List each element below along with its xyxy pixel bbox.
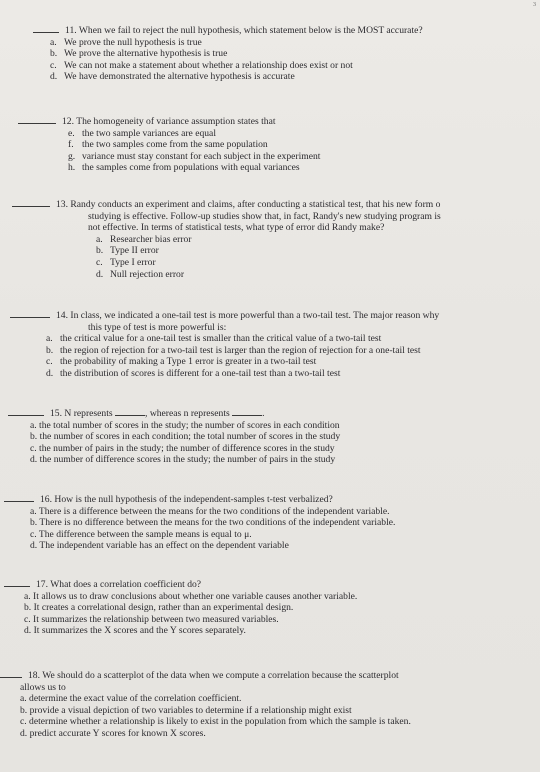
option[interactable]: b. There is no difference between the means for the two conditions of the independent variable. (30, 517, 396, 529)
option[interactable]: e. the two sample variances are equal (68, 127, 216, 139)
answer-blank-13[interactable] (12, 197, 50, 207)
option[interactable]: a. determine the exact value of the correlation coefficient. (20, 693, 242, 705)
option[interactable]: a. It allows us to draw conclusions about whether one variable causes another variable. (24, 590, 358, 602)
option[interactable]: a. There is a difference between the means for the two conditions of the independent variable. (30, 505, 390, 517)
option[interactable]: c. We can not make a statement about whether a relationship does exist or not (50, 59, 353, 71)
question-18: 18. We should do a scatterplot of the data when we compute a correlation because the scatterplot allows us to a. determine the exact value of the correlation coefficient. b. provide a visual depiction of two variables to determine if a relationship might exist c. determine whether a relationship is likely to exist in the population from which the sample is taken. d. predict accurate Y scores for known X scores. (0, 668, 540, 740)
option[interactable]: d. predict accurate Y scores for known X scores. (20, 727, 206, 739)
option[interactable]: g. variance must stay constant for each subject in the experiment (68, 150, 321, 162)
option[interactable]: d. We have demonstrated the alternative hypothesis is accurate (50, 71, 295, 83)
answer-blank-12[interactable] (18, 114, 56, 124)
option[interactable]: c. the number of pairs in the study; the number of difference scores in the study (30, 442, 335, 454)
option[interactable]: a. the critical value for a one-tail test is smaller than the critical value of a two-tail test (46, 333, 382, 345)
option[interactable]: c. It summarizes the relationship between two measured variables. (24, 613, 279, 625)
question-stem: 13. Randy conducts an experiment and claims, after conducting a statistical test, that his new form o (56, 199, 441, 210)
question-15: 15. N represents , whereas n represents . a. the total number of scores in the study; the number of scores in each condition b. the number of scores in each condition; the total number of scores in the study c. the number of pairs in the study; the number of difference scores in the study d. the number of difference scores in the study; the number of pairs in the study (0, 406, 540, 466)
option[interactable]: a. Researcher bias error (96, 233, 192, 245)
answer-blank-15[interactable] (8, 406, 44, 416)
question-16 (0, 492, 540, 552)
option[interactable]: d. It summarizes the X scores and the Y scores separately. (24, 625, 246, 637)
option[interactable]: h. the samples come from populations with equal variances (68, 162, 300, 174)
option[interactable]: d. The independent variable has an effect on the dependent variable (30, 540, 289, 552)
question-stem: 12. The homogeneity of variance assumption states that (62, 116, 276, 127)
option[interactable]: c. Type I error (96, 256, 156, 268)
question-stem: 16. How is the null hypothesis of the independent-samples t-test verbalized? (40, 494, 333, 505)
question-13: 13. Randy conducts an experiment and claims, after conducting a statistical test, that his new form o studying is effective. Follow-up studies show that, in fact, Randy's new studying program is not effective. In terms of statistical tests, what type of error did Randy make? a. Researcher bias error b. Type II error c. Type I error d. Null rejection error (0, 197, 540, 280)
question-stem: 17. What does a correlation coefficient do? (36, 579, 202, 590)
question-stem: 18. We should do a scatterplot of the data when we compute a correlation because the scatterplot (28, 670, 399, 681)
answer-blank-14[interactable] (10, 308, 50, 318)
question-12 (0, 114, 540, 174)
option[interactable]: b. provide a visual depiction of two variables to determine if a relationship might exist (20, 704, 352, 716)
option[interactable]: b. the region of rejection for a two-tail test is larger than the region of rejection for a one-tail test (46, 344, 421, 356)
page-corner-mark: 3 (533, 2, 536, 8)
option[interactable]: d. the number of difference scores in the study; the number of pairs in the study (30, 454, 336, 466)
option[interactable]: a. the total number of scores in the study; the number of scores in each condition (30, 419, 340, 431)
fill-in-blank-N[interactable] (115, 407, 145, 416)
question-14: 14. In class, we indicated a one-tail test is more powerful than a two-tail test. The major reason why this type of test is more powerful is: a. the critical value for a one-tail test is smaller than the critical value of a two-tail test b. the region of rejection for a two-tail test is larger than the region of rejection for a one-tail test c. the probability of making a Type 1 error is greater in a two-tail test d. the distribution of scores is different for a one-tail test than a two-tail test (0, 308, 540, 380)
option[interactable]: f. the two samples come from the same population (68, 139, 268, 151)
question-11 (0, 23, 540, 83)
question-stem: 11. When we fail to reject the null hypothesis, which statement below is the MOST accurate? (65, 25, 423, 36)
option[interactable]: d. the distribution of scores is different for a one-tail test than a two-tail test (46, 367, 341, 379)
option[interactable]: c. The difference between the sample means is equal to μ. (30, 528, 252, 540)
option[interactable]: b. the number of scores in each condition; the total number of scores in the study (30, 431, 341, 443)
option[interactable]: b. We prove the alternative hypothesis is true (50, 48, 228, 60)
answer-blank-17[interactable] (4, 577, 30, 587)
question-17 (0, 577, 540, 637)
answer-blank-11[interactable] (33, 23, 59, 33)
option[interactable]: d. Null rejection error (96, 268, 185, 280)
option[interactable]: c. determine whether a relationship is likely to exist in the population from which the sample is taken. (20, 716, 411, 728)
option[interactable]: b. It creates a correlational design, rather than an experimental design. (24, 602, 294, 614)
answer-blank-18[interactable] (0, 668, 22, 678)
question-stem: 14. In class, we indicated a one-tail test is more powerful than a two-tail test. The major reason why (56, 310, 440, 321)
option[interactable]: b. Type II error (96, 245, 159, 257)
option[interactable]: a. We prove the null hypothesis is true (50, 36, 202, 48)
option[interactable]: c. the probability of making a Type 1 error is greater in a two-tail test (46, 356, 317, 368)
answer-blank-16[interactable] (4, 492, 34, 502)
fill-in-blank-n[interactable] (232, 407, 262, 416)
